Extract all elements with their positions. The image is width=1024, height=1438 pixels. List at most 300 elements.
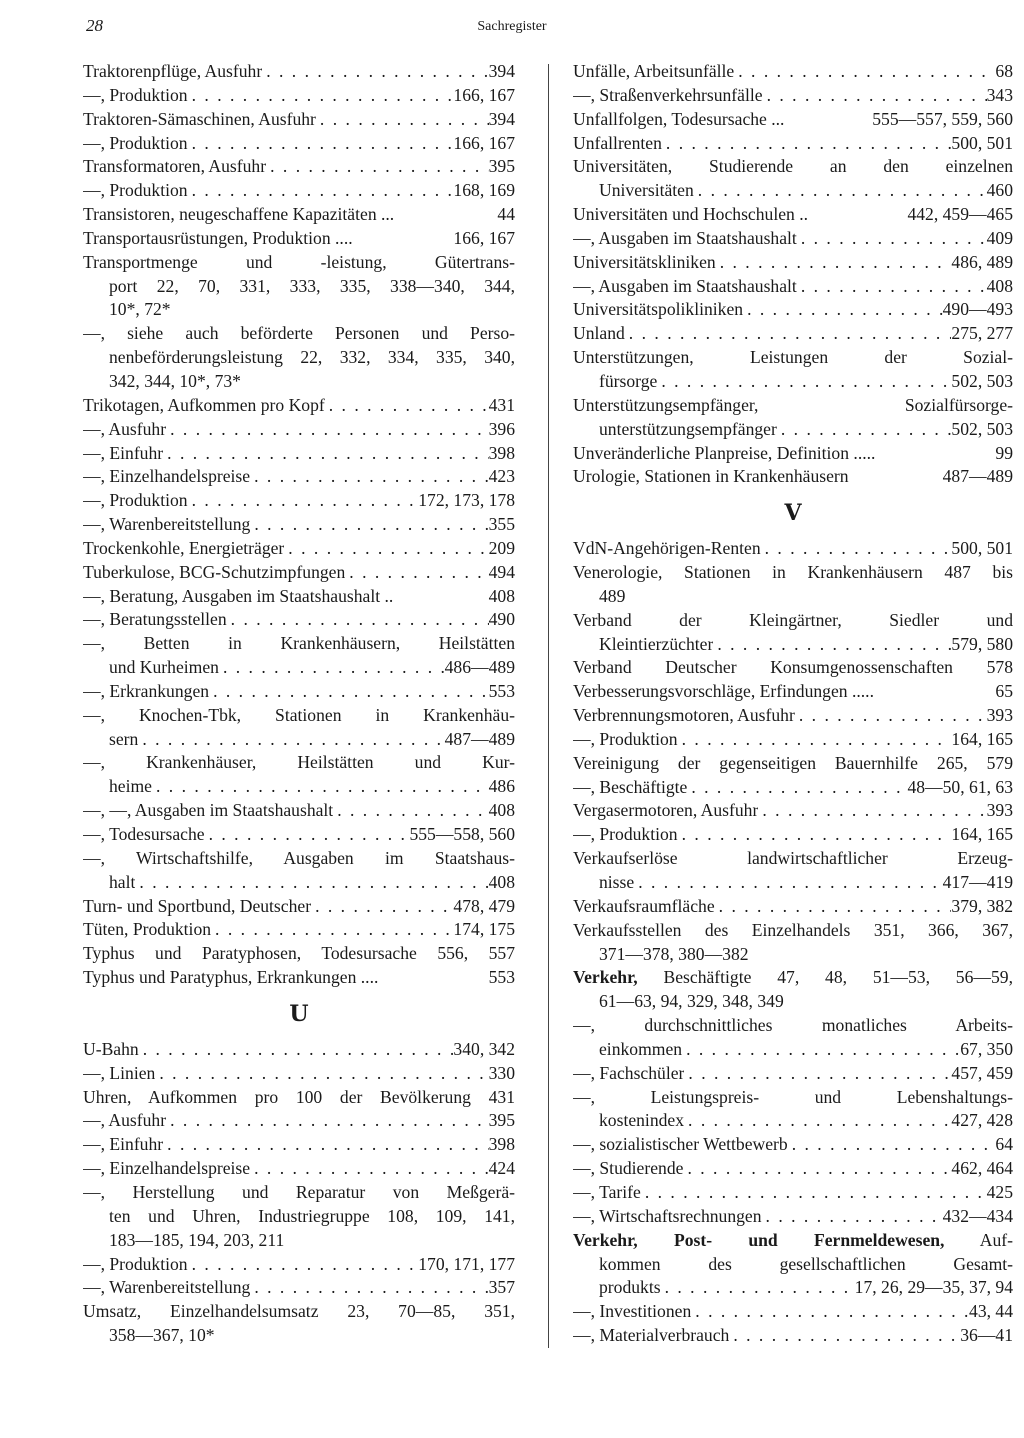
page-references: 486 [488,776,515,797]
dot-leader [625,322,952,346]
page-references: 555—557, 559, 560 [872,108,1013,129]
dot-leader [758,799,986,823]
index-entry [573,322,1013,346]
page-references: 431 [488,394,515,415]
entry-line [83,1086,515,1110]
entry-line [83,418,515,442]
entry-line [573,561,1013,585]
entry-line [83,895,515,919]
entry-term: Verband der Kleingärtner, Siedler und [573,609,1013,630]
dot-leader [788,1133,996,1157]
entry-line [83,179,515,203]
page-references: 398 [488,1134,515,1155]
entry-line [83,513,515,537]
entry-term-bold: Verkehr, [573,967,638,988]
index-entry [83,60,515,84]
dot-leader [657,370,951,394]
page-references: 166, 167 [453,132,515,153]
index-entry [83,132,515,156]
page-references: 500, 501 [951,538,1013,559]
page-references: 343 [986,84,1013,105]
entry-line [83,680,515,704]
entry-term: U-Bahn [83,1038,139,1059]
entry-term [573,1229,1013,1253]
dot-leader [678,728,952,752]
dot-leader [683,1157,951,1181]
entry-term: Verbesserungsvorschläge, Erfindungen ..... [573,681,874,702]
dot-leader [188,132,454,156]
index-entry [83,1062,515,1086]
dot-leader [687,776,907,800]
entry-line [573,203,1013,227]
entry-line [573,776,1013,800]
entry-term: Tuberkulose, BCG-Schutzimpfungen [83,561,346,582]
index-entry [573,394,1013,442]
index-entry [83,895,515,919]
page-references: 427, 428 [951,1110,1013,1131]
page-references: 486—489 [444,657,515,678]
entry-term: 358—367, 10* [109,1325,215,1346]
page-references: 330 [488,1062,515,1083]
entry-term: —, Einzelhandelspreise [83,1158,251,1179]
index-entry [83,84,515,108]
page-references: 395 [488,156,515,177]
page-references: 555—558, 560 [409,824,515,844]
entry-term: —, Tarife [573,1181,641,1202]
entry-line [573,60,1013,84]
entry-term-bold: Verkehr, Post- und Fernmeldewesen, [573,1229,945,1250]
entry-line [573,728,1013,752]
entry-line [83,1062,515,1086]
index-entry [573,966,1013,1014]
dot-leader [250,465,489,489]
entry-line [573,227,1013,251]
entry-line [573,1253,1013,1277]
index-entry [83,942,515,966]
entry-term: Unterstützungsempfänger, Sozialfürsorge- [573,394,1013,415]
entry-term: Trikotagen, Aufkommen pro Kopf [83,394,325,415]
entry-line [83,799,515,823]
dot-leader [311,895,453,919]
entry-line [83,132,515,156]
entry-line [83,656,515,680]
index-entry [83,561,515,585]
dot-leader [762,1205,943,1229]
index-entry [573,1181,1013,1205]
entry-term: fürsorge [599,370,658,391]
page-references: 424 [488,1158,515,1179]
entry-term: port 22, 70, 331, 333, 335, 338—340, 344, [109,275,515,296]
dot-leader [734,60,995,84]
entry-line [83,227,515,251]
entry-term: —, Krankenhäuser, Heilstätten und Kur- [83,752,515,773]
page-references: 164, 165 [951,728,1013,749]
entry-line [573,132,1013,156]
entry-line [83,465,515,489]
entry-line [83,298,515,322]
entry-term: —, Knochen-Tbk, Stationen in Krankenhäu- [83,704,515,725]
dot-leader [163,442,488,466]
index-entry [83,585,515,609]
index-entry [83,322,515,394]
dot-leader [155,1062,488,1086]
entry-line [83,561,515,585]
entry-line [83,1038,515,1062]
entry-term: Universitätskliniken [573,251,716,272]
page-references: 275, 277 [951,323,1013,344]
entry-line [83,1300,515,1324]
index-entry [573,155,1013,203]
entry-term: Unfallfolgen, Todesursache ... [573,108,785,129]
entry-line [573,465,1013,489]
dot-leader [139,1038,454,1062]
index-column-right [573,60,1013,1348]
index-entry [83,537,515,561]
page-references: 478, 479 [453,895,515,916]
entry-term: —, durchschnittliches monatliches Arbeits- [573,1015,1013,1036]
dot-leader [682,1038,960,1062]
entry-line [83,847,515,871]
entry-line [573,275,1013,299]
page-references: 67, 350 [960,1038,1013,1059]
entry-line [83,346,515,370]
index-entry [83,465,515,489]
entry-term: —, Warenbereitstellung [83,514,251,535]
entry-term-rest: Beschäftigte 47, 48, 51—53, 56—59, [637,967,1013,988]
page-references: 553 [488,967,515,988]
entry-term: Typhus und Paratyphus, Erkrankungen .... [83,967,379,988]
entry-term: Universitäten und Hochschulen .. [573,204,809,225]
index-entry [573,728,1013,752]
entry-term: Kleintierzüchter [599,633,714,654]
entry-line [83,966,515,990]
entry-term: —, Produktion [83,490,188,511]
entry-term: ten und Uhren, Industriegruppe 108, 109, 141, [109,1205,515,1226]
entry-line [83,108,515,132]
dot-leader [205,823,410,847]
entry-line [573,1205,1013,1229]
entry-line [573,847,1013,871]
entry-line [573,799,1013,823]
index-entry [83,1181,515,1253]
index-entry [83,227,515,251]
page-number: 28 [86,16,103,35]
entry-line [573,394,1013,418]
index-entry [83,918,515,942]
entry-line [83,751,515,775]
entry-term: —, Produktion [83,180,188,201]
entry-term: —, Einfuhr [83,442,164,463]
entry-term: —, Ausgaben im Staatshaushalt [573,227,797,248]
page-references: 44 [497,204,515,225]
entry-line [83,728,515,752]
dot-leader [797,275,987,299]
dot-leader [138,728,444,752]
index-entry [573,346,1013,394]
entry-term: Verband Deutscher Konsumgenossenschaften 578 [573,657,1013,678]
dot-leader [166,1109,489,1133]
index-entry [83,1086,515,1110]
index-entry [83,751,515,799]
entry-term: —, Wirtschaftshilfe, Ausgaben im Staatshaus- [83,847,515,868]
page-references: 172, 173, 178 [418,490,515,511]
entry-line [573,1086,1013,1110]
page-references: 553 [488,680,515,701]
dot-leader [684,1109,951,1133]
index-entry [573,203,1013,227]
page-references: 409 [986,227,1013,248]
entry-term: heime [109,776,152,797]
page-references: 168, 169 [453,180,515,201]
page-references: 379, 382 [951,895,1013,916]
dot-leader [763,84,987,108]
dot-leader [316,108,489,132]
page-references: 408 [488,585,515,606]
entry-term: 10*, 72* [109,299,171,320]
entry-line [83,203,515,227]
dot-leader [188,84,454,108]
entry-line [83,1133,515,1157]
dot-leader [250,513,488,537]
entry-term: Umsatz, Einzelhandelsumsatz 23, 70—85, 351, [83,1301,515,1322]
entry-term: —, Ausfuhr [83,418,167,439]
page-references: 396 [488,418,515,439]
page-references: 442, 459—465 [907,204,1013,225]
entry-term-rest: Auf- [944,1229,1013,1250]
index-entry [83,108,515,132]
dot-leader [777,418,952,442]
dot-leader [691,1300,969,1324]
index-entry [83,179,515,203]
entry-term: produkts [599,1277,661,1298]
index-entry [83,418,515,442]
index-entry [573,537,1013,561]
dot-leader [713,633,951,657]
page-references: 395 [488,1110,515,1131]
dot-leader [716,251,952,275]
index-entry [83,203,515,227]
entry-line [83,442,515,466]
page-references: 462, 464 [951,1158,1013,1179]
page-references: 579, 580 [951,633,1013,654]
dot-leader [211,918,453,942]
dot-leader [634,871,942,895]
entry-line [573,84,1013,108]
entry-term: 183—185, 194, 203, 211 [109,1229,285,1250]
entry-term: —, siehe auch beförderte Personen und Perso- [83,323,515,344]
index-entry [83,1038,515,1062]
page-references: 487—489 [444,728,515,749]
entry-line [573,1324,1013,1348]
page-references: 43, 44 [969,1301,1013,1322]
dot-leader [333,799,488,823]
entry-line [83,275,515,299]
page-references: 408 [488,800,515,821]
index-entry [573,1014,1013,1062]
entry-line [573,943,1013,967]
dot-leader [743,298,943,322]
entry-term: 371—378, 380—382 [599,943,749,964]
entry-term: —, Leistungspreis- und Lebenshaltungs- [573,1086,1013,1107]
index-entry [573,847,1013,895]
index-entry [573,609,1013,657]
entry-line [573,823,1013,847]
index-entry [83,608,515,632]
entry-line [573,370,1013,394]
entry-term: Unterstützungen, Leistungen der Sozial- [573,347,1013,368]
index-entry [573,84,1013,108]
page-references: 68 [995,61,1013,81]
entry-term: Vereinigung der gegenseitigen Bauernhilfe 265, 579 [573,752,1013,773]
entry-term: unterstützungsempfänger [599,418,777,439]
entry-line [83,942,515,966]
entry-term: VdN-Angehörigen-Renten [573,538,761,559]
entry-line [573,1133,1013,1157]
index-entry [573,227,1013,251]
page-references: 502, 503 [951,418,1013,439]
entry-line [573,1157,1013,1181]
dot-leader [163,1133,488,1157]
section-heading: V [784,500,802,527]
page-references: 166, 167 [453,227,515,248]
entry-term: nisse [599,872,635,892]
dot-leader [166,418,489,442]
index-entry [83,1300,515,1348]
entry-line [573,251,1013,275]
index-entry [573,561,1013,609]
entry-term: —, Straßenverkehrsunfälle [573,84,763,105]
index-entry [573,704,1013,728]
index-entry [83,632,515,680]
entry-term: kommen des gesellschaftlichen Gesamt- [599,1253,1013,1274]
entry-term: —, Fachschüler [573,1062,685,1083]
index-entry [83,394,515,418]
index-entry [573,1086,1013,1134]
entry-term: —, sozialistischer Wettbewerb [573,1134,788,1155]
entry-term: Transportausrüstungen, Produktion .... [83,227,353,248]
entry-term: —, Investitionen [573,1301,692,1322]
page-references: 423 [488,466,515,487]
entry-term: —, Ausfuhr [83,1110,167,1131]
index-entry [573,1062,1013,1086]
page-references: 65 [995,681,1013,702]
entry-term: Tüten, Produktion [83,919,212,940]
entry-line [83,585,515,609]
section-heading: U [289,1000,309,1027]
index-entry [83,680,515,704]
entry-term: Verkaufsstellen des Einzelhandels 351, 366, 367, [573,919,1013,940]
index-entry [83,155,515,179]
index-entry [573,656,1013,680]
entry-term: Typhus und Paratyphosen, Todesursache 556, 557 [83,943,515,964]
index-entry [573,442,1013,466]
page-references: 408 [986,275,1013,296]
index-entry [573,799,1013,823]
dot-leader [188,179,454,203]
page-references: 394 [488,61,515,81]
entry-line [573,1300,1013,1324]
page-references: 209 [488,537,515,558]
entry-line [573,585,1013,609]
page-references: 393 [986,705,1013,726]
page-references: 457, 459 [951,1062,1013,1083]
entry-term: 342, 344, 10*, 73* [109,370,241,391]
index-entry [573,275,1013,299]
page-references: 99 [995,442,1013,463]
dot-leader [761,537,952,561]
index-entry [573,132,1013,156]
entry-term: Trockenkohle, Energieträger [83,537,285,558]
entry-term: Urologie, Stationen in Krankenhäusern [573,466,849,487]
entry-line [83,1229,515,1253]
dot-leader [135,871,488,895]
entry-line [83,489,515,513]
entry-term: Unfälle, Arbeitsunfälle [573,61,735,81]
dot-leader [284,537,488,561]
index-entry [573,108,1013,132]
entry-line [573,1276,1013,1300]
entry-term: —, Produktion [83,1253,188,1274]
entry-term: —, Beratungsstellen [83,609,227,630]
index-entry [573,1133,1013,1157]
entry-term: Uhren, Aufkommen pro 100 der Bevölkerung 431 [83,1086,515,1107]
dot-leader [694,179,987,203]
dot-leader [662,132,952,156]
entry-term: —, Herstellung und Reparatur von Meßgerä- [83,1181,515,1202]
entry-term: 489 [599,585,626,606]
entry-line [83,1109,515,1133]
entry-line [83,704,515,728]
entry-term: kostenindex [599,1110,685,1131]
entry-term: Vergasermotoren, Ausfuhr [573,800,759,821]
index-entry [573,776,1013,800]
index-entry [83,1133,515,1157]
entry-term: Traktorenpflüge, Ausfuhr [83,61,263,81]
entry-line [573,966,1013,990]
entry-term: —, Erkrankungen [83,680,210,701]
entry-line [83,370,515,394]
entry-term: —, Ausgaben im Staatshaushalt [573,275,797,296]
dot-leader [266,155,489,179]
entry-term: Verkaufserlöse landwirtschaftlicher Erzeug- [573,848,1013,869]
dot-leader [250,1157,489,1181]
entry-term: —, Studierende [573,1158,684,1179]
entry-term: sern [109,728,139,749]
index-entry [573,1300,1013,1324]
entry-term: einkommen [599,1038,683,1059]
entry-term: Unfallrenten [573,132,662,153]
page-references: 174, 175 [453,919,515,940]
index-entry [83,442,515,466]
entry-line [83,918,515,942]
page-references: 166, 167 [453,84,515,105]
page-references: 486, 489 [951,251,1013,272]
entry-line [573,990,1013,1014]
index-entry [83,847,515,895]
dot-leader [250,1276,488,1300]
dot-leader [715,895,952,919]
dot-leader [219,656,445,680]
page-references: 170, 171, 177 [418,1253,515,1274]
entry-line [573,1229,1013,1253]
page-references: 502, 503 [951,370,1013,391]
entry-term: Universitätspolikliniken [573,299,744,320]
entry-line [83,1324,515,1348]
entry-line [83,608,515,632]
dot-leader [188,489,419,513]
page-references: 487—489 [942,466,1013,487]
entry-term: halt [109,871,136,892]
